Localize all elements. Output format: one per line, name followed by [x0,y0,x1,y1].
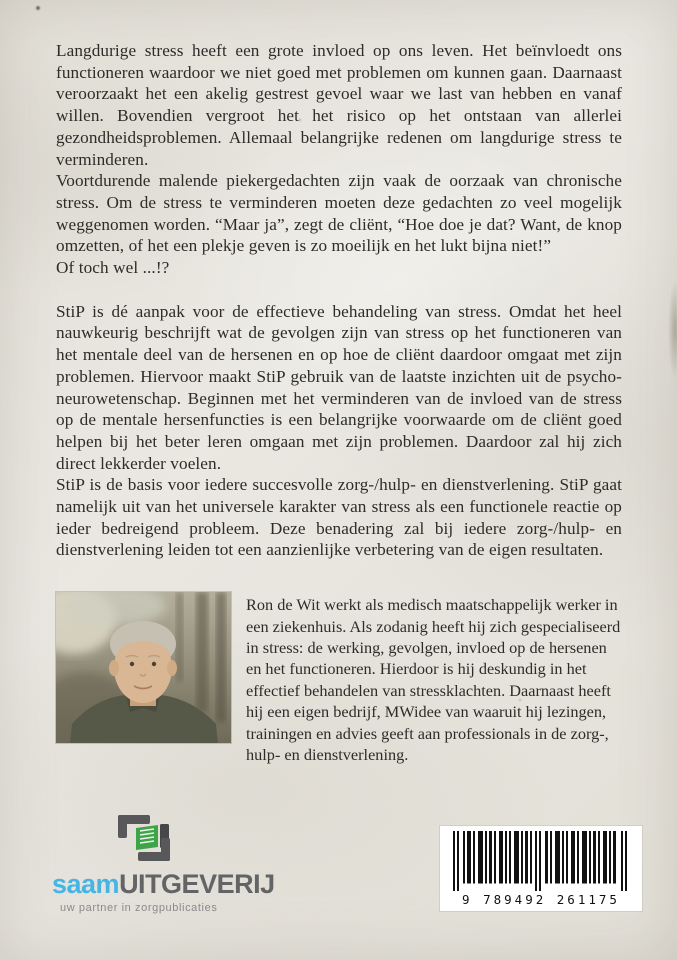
author-bio-text: Ron de Wit werkt als medisch maatschappelijk werker in een ziekenhuis. Als zodanig heeft hij zich gespecialiseerd in stress: de werking, gevolgen, invloed op de hersenen en het functioneren. Hierdoor is hij deskundig in het effectief behandelen van stressklachten. Daarnaast heeft hij een eigen bedrijf, MWidee van waaruit hij lezingen, trainingen en advies geeft aan professionals in de zorg-, hulp- en dienstverlening. [246,595,621,765]
isbn-number: 9 789492 261175 [462,892,620,907]
publisher-book-icon [114,814,184,867]
author-section [56,592,622,765]
publisher-logo [52,814,275,914]
piekergedachten-paragraph: Voortdurende malende piekergedachten zijn vaak de oorzaak van chronische stress. Om de stress te verminderen moeten deze gedachten zo veel mogelijk weggenomen worden. “Maar ja”, zegt de cliënt, “Hoe doe je dat? Want, de knop omzetten, of het een plekje geven is zo moeilijk en het lukt bijna niet!” [56,171,622,256]
intro-paragraph: Langdurige stress heeft een grote invloed op ons leven. Het beïnvloedt ons functioneren waardoor we niet goed met problemen om kunnen gaan. Daarnaast veroorzaakt het een akelig gestrest gevoel waar we last van hebben en vanaf willen. Bovendien vergroot het het risico op het ontstaan van allerlei gezondheidsproblemen. Allemaal belangrijke redenen om langdurige stress te verminderen. [56,41,622,169]
publisher-name-uitgeverij: UITGEVERIJ [119,869,275,899]
author-photo [56,592,231,743]
stip-basis-paragraph: StiP is de basis voor iedere succesvolle zorg-/hulp- en dienstverlening. StiP gaat namelijk uit van het universele karakter van stress als een functionele reactie op ieder bedreigend probleem. Deze benadering zal bij iedere zorg-/hulp- en dienstverlening leiden tot een aanzienlijke verbetering van de eigen resultaten. [56,475,622,560]
cover-text-block [56,40,622,765]
publisher-name-saam: saam [52,869,120,899]
barcode-bars [451,831,631,891]
publisher-wordmark [52,869,275,900]
barcode [440,826,642,911]
of-toch-wel-line: Of toch wel ...!? [56,258,170,278]
publisher-tagline: uw partner in zorgpublicaties [60,902,218,914]
stip-aanpak-paragraph: StiP is dé aanpak voor de effectieve behandeling van stress. Omdat het heel nauwkeurig beschrijft wat de gevolgen zijn van stress op het functioneren van het mentale deel van de hersenen en op hoe de cliënt daardoor omgaat met zijn problemen. Hiervoor maakt StiP gebruik van de laatste inzichten uit de psycho-neurowetenschap. Beginnen met het verminderen van de invloed van de stress op de mentale hersenfuncties is een belangrijke voorwaarde om de cliënt goed helpen bij het beter leren omgaan met zijn problemen. Daardoor zal hij zich direct lekkerder voelen. [56,301,622,473]
